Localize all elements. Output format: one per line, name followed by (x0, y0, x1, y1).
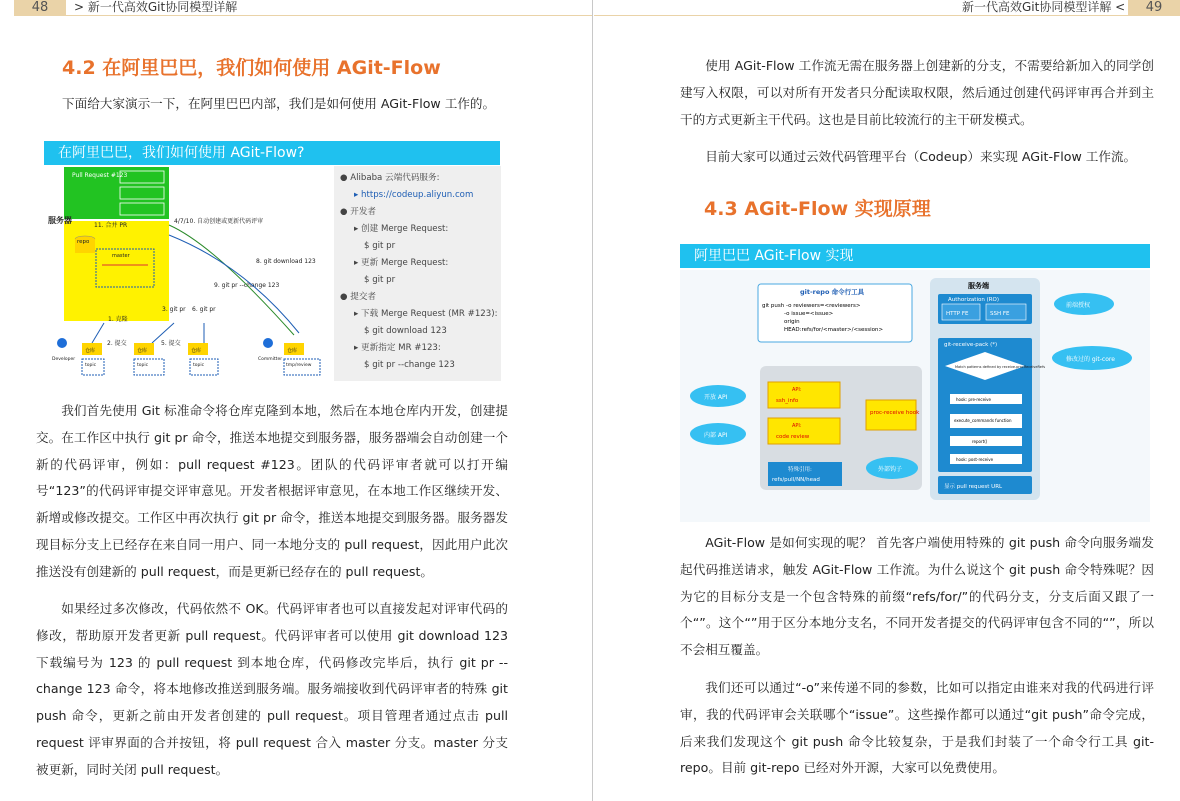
page-divider (592, 0, 593, 801)
right-paragraph-1: AGit-Flow 是如何实现的呢？ 首先客户端使用特殊的 git push 命令向服务端发起代码推送请求，触发 AGit-Flow 工作流。为什么说这个 git push 命令特殊呢？因为它的目标分支是一个包含特殊的前缀“refs/for/”的代码分支，分支后面又跟了一个“”。这个“”用于区分本地分支名，不同开发者提交的代码评审包含不同的“”，所以不会相互覆盖。 (680, 535, 1154, 658)
side-note: $ git pr (364, 241, 396, 251)
server-label: 服务器 (48, 216, 72, 225)
match-label: Match patterns defined by receive.procReceiveRefs (955, 365, 1046, 369)
git-core-bubble: 修改过的 git-core (1066, 356, 1115, 363)
right-header-rule (594, 15, 1180, 16)
cli-title: git-repo 命令行工具 (800, 288, 865, 296)
intro-paragraph: 下面给大家演示一下，在阿里巴巴内部，我们是如何使用 AGit-Flow 工作的。 (62, 96, 496, 111)
front-auth-bubble: 前端授权 (1066, 302, 1091, 309)
commit5-label: 5. 提交 (161, 340, 181, 347)
pre-receive-hook: hook: pre-receive (956, 397, 991, 402)
server-side-title: 服务端 (968, 282, 989, 290)
topic-label-3: topic (193, 363, 205, 368)
special-refs-label: 特殊引用: (788, 467, 812, 473)
agit-flow-implementation-diagram (680, 270, 1150, 522)
figure-title-left: 在阿里巴巴，我们如何使用 AGit-Flow? (44, 141, 500, 165)
side-note: ● Alibaba 云端代码服务: (340, 173, 440, 183)
api-label-2: API: (792, 423, 802, 429)
git-receive-pack-label: git-receive-pack (*) (944, 342, 998, 348)
show-pr-url-label: 显示 pull request URL (944, 484, 1003, 490)
authorization-label: Authorization (RO) (948, 297, 1000, 303)
warehouse-label-2: 仓库 (137, 348, 148, 354)
developer-label: Developer (52, 357, 76, 362)
warehouse-label-3: 仓库 (191, 348, 202, 354)
side-note: $ git download 123 (364, 326, 447, 336)
left-running-title: > 新一代高效Git协同模型详解 (74, 0, 238, 14)
section-heading-4-2: 4.2 在阿里巴巴，我们如何使用 AGit-Flow (62, 57, 441, 79)
side-note: $ git pr (364, 275, 396, 285)
api-label-1: API: (792, 387, 802, 393)
side-note: ▸ 更新 Merge Request: (354, 258, 449, 268)
side-note: ▸ 更新指定 MR #123: (354, 343, 441, 353)
right-page-number: 49 (1128, 0, 1180, 15)
open-api-bubble: 开放 API (704, 394, 728, 401)
right-paragraph-0b: 目前大家可以通过云效代码管理平台（Codeup）来实现 AGit-Flow 工作流。 (705, 149, 1137, 164)
inner-api-bubble: 内部 API (704, 432, 728, 439)
agit-flow-usage-diagram (44, 165, 334, 383)
side-note: $ git pr --change 123 (364, 360, 455, 370)
figure-title-right: 阿里巴巴 AGit-Flow 实现 (680, 244, 1150, 268)
left-paragraph-1: 我们首先使用 Git 标准命令将仓库克隆到本地，然后在本地仓库内开发，创建提交。在工作区中执行 git pr 命令，推送本地提交到服务器，服务器端会自动创建一个新的代码评审，例如：pull request #123。团队的代码评审者就可以打开编号“123”的代码评审提交评审意见。开发者根据评审意见，在本地工作区继续开发、新增或修改提交。工作区中再次执行 git pr 命令，推送本地提交到服务器。服务器发现目标分支上已经存在来自同一用户、同一本地分支的 pull request，因此用户此次推送没有创建新的 pull request，而是更新已经存在的 pull request。 (36, 403, 508, 579)
merge-pr-label: 11. 合并 PR (94, 222, 128, 229)
side-note: ▸ 下载 Merge Request (MR #123): (354, 309, 498, 319)
right-paragraph-0: 使用 AGit-Flow 工作流无需在服务器上创建新的分支，不需要给新加入的同学创建写入权限，可以对所有开发者只分配读取权限，然后通过创建代码评审再合并到主干的方式更新主干代码。这也是目前比较流行的主干研发模式。 (680, 58, 1154, 127)
download-label: 8. git download 123 (256, 258, 316, 265)
committer-label: Committer (258, 357, 283, 362)
right-running-title: 新一代高效Git协同模型详解 < (962, 0, 1126, 14)
cli-line: HEAD:refs/for/<master>/<session> (784, 327, 884, 333)
warehouse-label-4: 仓库 (287, 348, 298, 354)
section-heading-4-3: 4.3 AGit-Flow 实现原理 (704, 198, 931, 220)
left-header-rule (14, 15, 592, 16)
cli-line: origin (784, 319, 800, 325)
gitpr6-label: 6. git pr (192, 306, 216, 313)
right-paragraph-2: 我们还可以通过“-o”来传递不同的参数，比如可以指定由谁来对我的代码进行评审，我的代码评审会关联哪个“issue”。这些操作都可以通过“git push”命令完成，后来我们发现这个 git push 命令比较复杂，于是我们封装了一个命令行工具 git-repo。目前 git-repo 已经对外开源，大家可以免费使用。 (680, 680, 1154, 776)
change-label: 9. git pr --change 123 (214, 282, 280, 289)
code-review-label: code review (776, 434, 810, 440)
clone-label: 1. 克隆 (108, 316, 128, 323)
commit2-label: 2. 提交 (107, 340, 127, 347)
report-function: report() (972, 439, 988, 444)
cli-line: git push -o reviewers=<reviewers> (762, 303, 861, 309)
pr-label: Pull Request #123 (72, 172, 128, 179)
auto-update-label: 4/7/10. 自动创建或更新代码评审 (174, 218, 264, 225)
repo-label: repo (77, 239, 90, 245)
cli-line: -o issue=<issue> (784, 311, 834, 317)
side-note: ▸ https://codeup.aliyun.com (354, 190, 474, 200)
topic-label-1: topic (85, 363, 97, 368)
ssh-fe-label: SSH FE (990, 311, 1010, 317)
side-note: ● 提交者 (340, 292, 377, 302)
left-paragraph-2: 如果经过多次修改，代码依然不 OK。代码评审者也可以直接发起对评审代码的修改，帮助原开发者更新 pull request。代码评审者可以使用 git download 123 下载编号为 123 的 pull request 到本地仓库，代码修改完毕后，执行 git pr --change 123 命令，将本地修改推送到服务端。服务端接收到代码评审者的特殊 git push 命令，更新之前由开发者创建的 pull request。项目管理者通过点击 pull request 评审界面的合并按钮，将 pull request 合入 master 分支。master 分支被更新，同时关闭 pull request。 (36, 601, 508, 777)
proc-receive-label: proc-receive hook (870, 410, 920, 416)
gitpr3-label: 3. git pr (162, 306, 186, 313)
execute-commands: execute_commands function (954, 418, 1012, 423)
side-note: ▸ 创建 Merge Request: (354, 224, 449, 234)
http-fe-label: HTTP FE (946, 311, 969, 317)
warehouse-label-1: 仓库 (85, 348, 96, 354)
refs-pull-label: refs/pull/NN/head (772, 477, 820, 483)
left-page-number: 48 (14, 0, 66, 15)
ssh-info-label: ssh_info (776, 398, 799, 404)
external-hook-bubble: 外部钩子 (878, 466, 903, 473)
post-receive-hook: hook: post-receive (956, 457, 994, 462)
master-label: master (112, 253, 130, 259)
figure-side-notes (334, 166, 501, 381)
side-note: ● 开发者 (340, 207, 377, 217)
tmp-review-label: tmp/review (286, 363, 312, 368)
topic-label-2: topic (137, 363, 149, 368)
server-box (64, 221, 169, 321)
